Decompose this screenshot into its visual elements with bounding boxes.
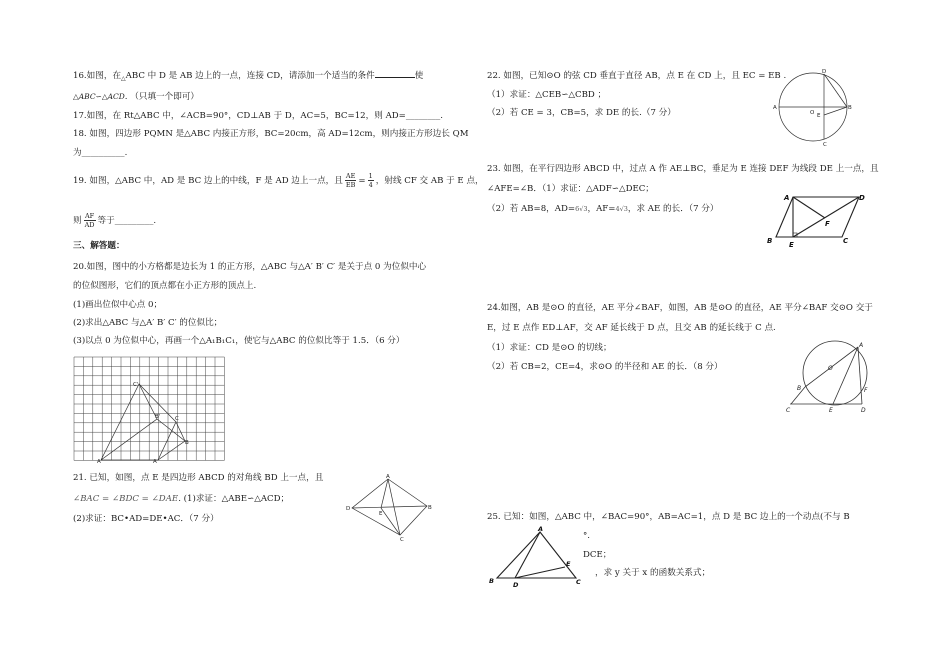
question-18-line-2: 为__________. [73, 148, 128, 158]
question-21-line-1: 21. 已知，如图，点 E 是四边形 ABCD 的对角线 BD 上一点，且 [73, 473, 324, 483]
segment-de [515, 567, 565, 578]
q23-af-value: 4√3 [615, 205, 628, 213]
figure-22 [772, 67, 854, 149]
question-19-line-2 [73, 212, 156, 229]
fig24-label-e: E [829, 407, 833, 414]
q19-equals: = [358, 176, 366, 186]
question-21-line-2 [73, 493, 289, 505]
triangle-abc [158, 422, 185, 460]
q19-fraction-3-denominator: AD [84, 221, 95, 229]
question-24-line-2: E，过 E 点作 ED⊥AF，交 AF 延长线于 D 点，且交 AB 的延长线于 C 点. [487, 323, 776, 333]
q19-text-d: 等于_________. [97, 216, 157, 226]
fig21-label-d: D [346, 506, 351, 512]
q19-fraction-2-numerator: 1 [368, 172, 373, 180]
fig22-label-o: O [810, 110, 815, 116]
question-17: 17.如图，在 Rt△ABC 中，∠ACB=90°，CD⊥AB 于 D，AC=5，BC=12，则 AD=________. [73, 111, 443, 121]
q23-text-a: （2）若 AB=8，AD= [487, 204, 576, 214]
fig21-label-a: A [386, 474, 390, 480]
question-20-line-2: 的位似图形，它们的顶点都在小正方形的顶点上. [73, 281, 257, 291]
q16-note: . （只填一个即可） [124, 92, 200, 102]
fig25-label-e: E [566, 560, 571, 568]
q16-text-a: 16.如图，在 [73, 71, 122, 81]
q19-fraction-1-numerator: AE [345, 172, 356, 180]
question-21-line-3: (2)求证：BC•AD=DE•AC．（7 分） [73, 514, 219, 524]
ray-line-2 [157, 419, 185, 441]
parallelogram-abcd [776, 197, 859, 237]
q23-text-e: ，求 AE 的长．（7 分） [627, 204, 719, 214]
question-20-line-1: 20.如图，图中的小方格都是边长为 1 的正方形，△ABC 与△A′ B′ C′ 是关于点 0 为位似中心 [73, 262, 427, 272]
fig24-label-a: A [859, 342, 864, 349]
question-23-line-3 [487, 203, 718, 215]
q19-fraction-af-ad [84, 212, 96, 229]
q16-formula: △ABC∽△ACD [73, 92, 125, 101]
question-18-line-1: 18. 如图，四边形 PQMN 是△ABC 内接正方形，BC=20cm，高 AD=12cm，则内接正方形边长 QM [73, 129, 469, 139]
question-22-line-1: 22. 如图，已知⊙O 的弦 CD 垂直于直径 AB，点 E 在 CD 上，且 EC = EB . [487, 71, 787, 81]
question-20-line-3: (1)画出位似中心点 0； [73, 300, 163, 310]
diagonal-bd [352, 506, 427, 508]
label-c: C [175, 416, 179, 422]
fig22-label-a: A [773, 105, 777, 111]
fig24-label-b: B [797, 385, 802, 392]
fig23-label-b: B [767, 237, 773, 245]
fig23-label-c: C [843, 237, 849, 245]
fig22-label-c: C [823, 142, 827, 148]
question-16-line-2 [73, 91, 199, 103]
question-24-line-1: 24.如图，AB 是⊙O 的直径，AE 平分∠BAF，如图，AB 是⊙O 的直径，AE 平分∠BAF 交⊙O 交于 [487, 303, 873, 313]
fig23-label-e: E [789, 241, 794, 249]
question-25-line-2: °. [583, 531, 591, 541]
question-25-line-1: 25. 已知：如图，△ABC 中，∠BAC=90°，AB=AC=1，点 D 是 BC 边上的一个动点(不与 B [487, 512, 850, 522]
figure-25 [487, 524, 585, 590]
question-20-line-4: (2)求出△ABC 与△A′ B′ C′ 的位似比； [73, 318, 223, 328]
figure-24 [785, 335, 871, 417]
fig21-label-e: E [379, 511, 383, 517]
question-22-line-2: （1）求证：△CEB∽△CBD ； [487, 90, 607, 100]
fig25-label-c: C [576, 578, 581, 586]
fig23-label-f: F [825, 220, 830, 228]
question-19-line-1 [73, 172, 484, 189]
q19-fraction-3-numerator: AF [84, 212, 95, 220]
triangle-abc-prime [101, 384, 157, 460]
q21-angle-condition: ∠BAC = ∠BDC = ∠DAE [73, 494, 179, 504]
segment-db [824, 74, 847, 107]
fig24-label-f: F [864, 387, 868, 394]
figure-23 [763, 190, 863, 252]
fig25-label-a: A [538, 525, 544, 533]
question-24-line-3: （1）求证：CD 是⊙O 的切线； [487, 343, 612, 353]
q16-text-b: ABC 中 D 是 AB 边上的一点，连接 CD，请添加一个适当的条件 [125, 71, 375, 81]
q19-text-a: 19. 如图，△ABC 中，AD 是 BC 边上的中线，F 是 AD 边上一点，且 [73, 176, 343, 186]
fig24-label-o: O [828, 365, 833, 372]
fig21-label-b: B [428, 505, 432, 511]
question-25-line-4: ，求 y 关于 x 的函数关系式； [595, 568, 711, 578]
grid-figure [73, 356, 225, 464]
section-3-heading: 三、解答题： [73, 241, 125, 251]
question-16-line-1 [73, 68, 423, 85]
question-20-line-5: (3)以点 0 为位似中心，再画一个△A₁B₁C₁，使它与△ABC 的位似比等于 1.5．（6 分） [73, 336, 405, 346]
q19-fraction-1-4 [368, 172, 374, 189]
fig22-label-b: B [848, 105, 852, 111]
fig25-label-d: D [513, 581, 519, 589]
q23-text-c: ，AF= [587, 204, 616, 214]
label-c-prime: C' [133, 382, 139, 388]
label-b-prime: B' [155, 414, 161, 420]
figure-21 [345, 473, 435, 543]
q19-fraction-1-denominator: EB [345, 181, 356, 189]
fig24-label-d: D [861, 407, 866, 414]
q23-ad-value: 6√3 [575, 205, 588, 213]
question-25-line-3: DCE； [583, 550, 612, 560]
fig22-label-d: D [822, 69, 827, 75]
q19-fraction-ae-eb [345, 172, 357, 189]
label-a: A [153, 459, 157, 465]
question-23-line-2: ∠AFE=∠B．（1）求证：△ADF∽△DEC； [487, 184, 654, 194]
label-b: B [185, 440, 189, 446]
q19-fraction-2-denominator: 4 [368, 181, 373, 189]
fig24-label-c: C [786, 407, 791, 414]
fig25-label-b: B [489, 577, 494, 585]
fig23-label-d: D [859, 194, 865, 202]
segment-ae [833, 347, 858, 404]
q19-text-b: ，射线 CF 交 AB 于 E 点， [375, 176, 484, 186]
q19-text-c: 则 [73, 216, 82, 226]
q16-triangle-symbol: △ [121, 75, 126, 82]
fig21-label-c: C [400, 537, 404, 543]
question-23-line-1: 23. 如图，在平行四边形 ABCD 中，过点 A 作 AE⊥BC，垂足为 E 连接 DEF 为线段 DE 上一点，且 [487, 164, 879, 174]
question-22-line-3: （2）若 CE = 3，CB=5，求 DE 的长.（7 分） [487, 108, 676, 118]
q21-part-1: . (1)求证：△ABE∽△ACD； [178, 494, 290, 504]
segment-eb [824, 107, 847, 115]
q16-answer-blank[interactable] [375, 68, 415, 78]
q16-text-c: 使 [414, 71, 424, 81]
fig22-label-e: E [817, 113, 821, 119]
segment-af [793, 197, 825, 218]
label-a-prime: A' [97, 459, 103, 465]
fig23-label-a: A [784, 194, 790, 202]
question-24-line-4: （2）若 CB=2，CE=4，求⊙O 的半径和 AE 的长．（8 分） [487, 362, 723, 372]
circle-o [803, 341, 867, 405]
